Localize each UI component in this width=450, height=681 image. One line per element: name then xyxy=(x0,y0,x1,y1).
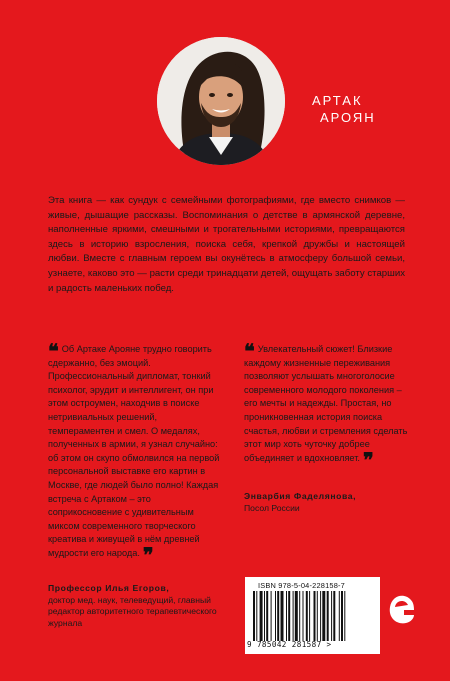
quote-left-author-title: доктор мед. наук, телеведущий, главный редактор авторитетного терапевтического журнала xyxy=(48,594,217,628)
book-annotation: Эта книга — как сундук с семейными фотографиями, где вместо снимков — живые, дышащие рассказы. Воспоминания о детстве в армянской деревне, наполненные яркими, смешными и трогательными историями, превращаются здесь в историю взросления, поиска себя, крепкой дружбы и настоящей любви. Вместе с главным героем вы окунётесь в атмосферу большой семьи, узнаете, каково это — расти среди тринадцати детей, ощущать заботу старших и радость маленьких побед. xyxy=(48,195,405,294)
quote-right-signature xyxy=(244,490,410,514)
barcode-digits: 9 785042 281587 > xyxy=(247,640,332,649)
quote-left xyxy=(48,339,226,567)
barcode-bars-icon xyxy=(253,591,373,641)
barcode-bar xyxy=(288,591,290,641)
barcode-bar xyxy=(271,591,272,641)
author-photo-icon xyxy=(157,37,285,165)
author-first-name: АРТАК xyxy=(312,93,363,108)
barcode-bar xyxy=(322,591,325,641)
author-last-name: АРОЯН xyxy=(320,110,376,125)
quote-right-author: Энварбия Фаделянова, xyxy=(244,491,357,501)
barcode-bar xyxy=(253,591,255,641)
barcode-bar xyxy=(266,591,268,641)
barcode-bar xyxy=(256,591,257,641)
barcode-bar xyxy=(327,591,329,641)
barcode-bar xyxy=(309,591,310,641)
barcode-bar xyxy=(264,591,265,641)
quote-left-author: Профессор Илья Егоров, xyxy=(48,583,170,593)
quote-right xyxy=(244,339,410,472)
barcode-bar xyxy=(277,591,279,641)
close-quote-icon: ❞ xyxy=(362,447,374,472)
barcode-block xyxy=(245,577,380,654)
barcode-bar xyxy=(320,591,321,641)
open-quote-icon: ❝ xyxy=(48,339,59,363)
eksmo-logo-icon xyxy=(386,591,416,627)
barcode-bar xyxy=(317,591,318,641)
open-quote-icon: ❝ xyxy=(244,339,255,363)
quote-right-text: Увлекательный сюжет! Близкие каждому жизненные переживания позволяют услышать многоголосие современного молодого поколения – его мечты и надежды. Простая, но проникновенная история поиска счастья, любви и стремления сделать этот мир хоть чуточку добрее объединяет и вдохновляет. xyxy=(244,344,408,463)
author-name xyxy=(312,92,402,126)
barcode-bar xyxy=(260,591,263,641)
barcode-bar xyxy=(275,591,276,641)
barcode-bar xyxy=(286,591,287,641)
barcode-bar xyxy=(281,591,284,641)
barcode-bar xyxy=(314,591,316,641)
close-quote-icon: ❞ xyxy=(142,542,154,567)
quote-right-author-title: Посол России xyxy=(244,503,300,513)
barcode-bar xyxy=(333,591,335,641)
barcode-bar xyxy=(303,591,304,641)
author-portrait xyxy=(157,37,285,165)
barcode-bar xyxy=(339,591,340,641)
barcode-bar xyxy=(331,591,332,641)
barcode-bar xyxy=(299,591,300,641)
barcode-bar xyxy=(306,591,308,641)
isbn-label: ISBN 978-5-04-228158-7 xyxy=(258,581,345,590)
barcode-bar xyxy=(295,591,298,641)
quote-left-text: Об Артаке Арояне трудно говорить сдержанно, без эмоций. Профессиональный дипломат, тонкий психолог, эрудит и интеллигент, он при этом остроумен, находчив в поиске нетривиальных решений, темпераментен и смел. О медалях, полученных в армии, я узнал случайно: об этом он скупо обмолвился на первой персональной выставке его картин в Москве, где людей было полно! Каждая встреча с Артаком – это соприкосновение с удивительным миксом современного творческого креатива и живущей в нём древней мудрости его народа. xyxy=(48,344,220,558)
quote-left-signature xyxy=(48,583,248,629)
barcode-bar xyxy=(341,591,343,641)
barcode-bar xyxy=(293,591,294,641)
barcode-bar xyxy=(344,591,345,641)
